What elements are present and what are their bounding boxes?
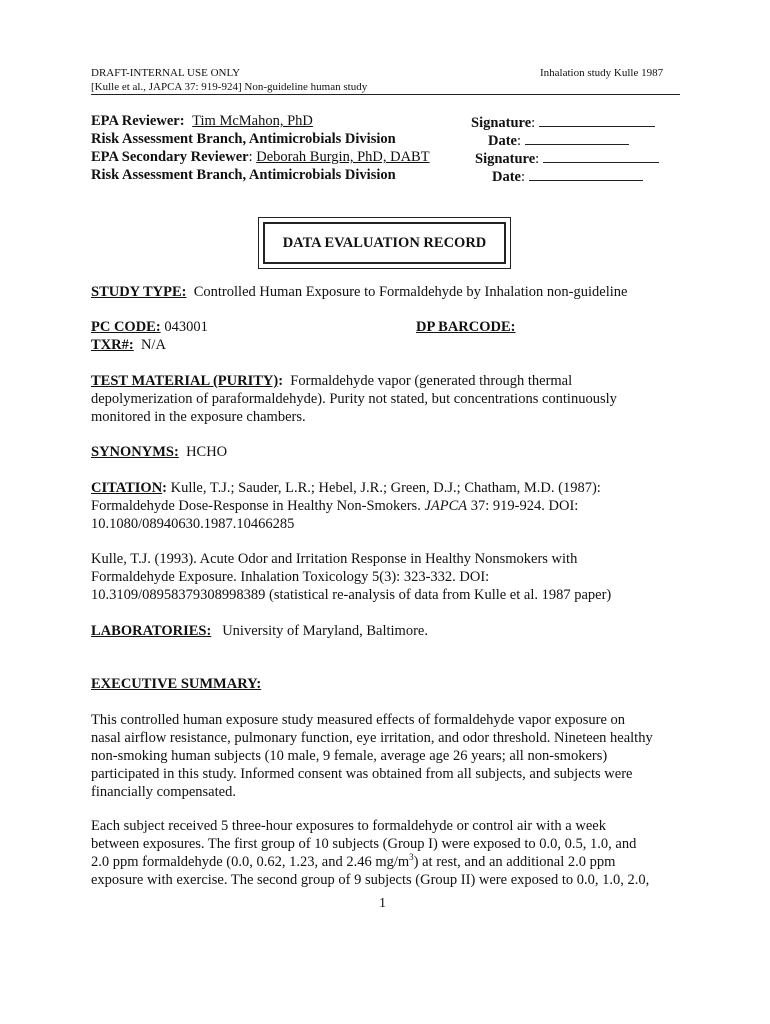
citation2-line-3: 10.3109/08958379308998389 (statistical re-analysis of data from Kulle et al. 1987 paper) bbox=[91, 587, 612, 603]
date-field-2: Date: bbox=[492, 166, 643, 186]
laboratories-label: LABORATORIES: bbox=[91, 623, 212, 639]
primary-reviewer-label: EPA Reviewer: bbox=[91, 113, 185, 129]
summary-p2-line-4: exposure with exercise. The second group of 9 subjects (Group II) were exposed to 0.0, 1.0, 2.0, bbox=[91, 872, 650, 888]
synonyms-label: SYNONYMS: bbox=[91, 444, 179, 460]
summary-p1-line-3: non-smoking human subjects (10 male, 9 female, average age 26 years; all non-smokers) bbox=[91, 748, 608, 764]
summary-p1-line-2: nasal airflow resistance, pulmonary function, eye irritation, and odor threshold. Nineteen healthy bbox=[91, 730, 653, 746]
txr-row bbox=[91, 336, 691, 354]
secondary-reviewer-row: EPA Secondary Reviewer: Deborah Burgin, PhD, DABT bbox=[91, 148, 440, 166]
record-title: DATA EVALUATION RECORD bbox=[263, 222, 506, 264]
citation2-line-2: Formaldehyde Exposure. Inhalation Toxicology 5(3): 323-332. DOI: bbox=[91, 569, 490, 585]
date-field-1: Date: bbox=[488, 130, 629, 150]
pc-code-label: PC CODE: bbox=[91, 319, 161, 335]
citation2-line-1: Kulle, T.J. (1993). Acute Odor and Irritation Response in Healthy Nonsmokers with bbox=[91, 551, 578, 567]
page-number: 1 bbox=[379, 896, 386, 911]
executive-summary-heading: EXECUTIVE SUMMARY: bbox=[91, 676, 262, 692]
summary-dose-text: 2.0 ppm formaldehyde (0.0, 0.62, 1.23, and 2.46 mg/m bbox=[91, 854, 410, 870]
secondary-reviewer-label: EPA Secondary Reviewer bbox=[91, 149, 249, 165]
header-study-title: Inhalation study Kulle 1987 bbox=[540, 67, 664, 79]
signature-label: Signature bbox=[471, 115, 532, 131]
summary-dose-text-end: ) at rest, and an additional 2.0 ppm bbox=[413, 854, 616, 870]
superscript-cubed: 3 bbox=[409, 852, 414, 863]
dp-barcode-label: DP BARCODE: bbox=[416, 319, 516, 335]
record-title-box bbox=[258, 217, 511, 269]
test-material-line-2: depolymerization of paraformaldehyde). Purity not stated, but concentrations continuously bbox=[91, 391, 617, 407]
summary-p2-line-2: between exposures. The first group of 10 subjects (Group I) were exposed to 0.0, 0.5, 1.0, and bbox=[91, 836, 637, 852]
synonyms-row bbox=[91, 443, 691, 461]
summary-p1-line-1: This controlled human exposure study measured effects of formaldehyde vapor exposure on bbox=[91, 712, 626, 728]
study-type-value: Controlled Human Exposure to Formaldehyde by Inhalation non-guideline bbox=[193, 284, 628, 300]
citation-line-2 bbox=[91, 497, 691, 515]
header-divider bbox=[91, 94, 680, 95]
signature-field-2: Signature: bbox=[475, 148, 659, 168]
laboratories-value: University of Maryland, Baltimore. bbox=[222, 623, 428, 639]
test-material-label: TEST MATERIAL (PURITY) bbox=[91, 373, 279, 389]
citation-journal: JAPCA bbox=[424, 498, 468, 514]
test-material-line-3: monitored in the exposure chambers. bbox=[91, 409, 306, 425]
date-line bbox=[529, 166, 643, 181]
primary-reviewer-name: Tim McMahon, PhD bbox=[192, 113, 313, 129]
study-type-label: STUDY TYPE: bbox=[91, 284, 187, 300]
date-line bbox=[525, 130, 629, 145]
citation-title: Formaldehyde Dose-Response in Healthy Non-Smokers. bbox=[91, 498, 425, 514]
pc-code-row bbox=[91, 318, 691, 336]
secondary-reviewer-branch: Risk Assessment Branch, Antimicrobials Division bbox=[91, 167, 396, 183]
citation-doi: 10.1080/08940630.1987.10466285 bbox=[91, 516, 295, 532]
citation-label: CITATION bbox=[91, 480, 163, 496]
signature-label: Signature bbox=[475, 151, 536, 167]
date-label: Date bbox=[492, 169, 521, 185]
citation-line-1: CITATION: Kulle, T.J.; Sauder, L.R.; Hebel, J.R.; Green, D.J.; Chatham, M.D. (1987): bbox=[91, 480, 601, 496]
header-draft-label: DRAFT-INTERNAL USE ONLY bbox=[91, 67, 241, 79]
signature-field-1: Signature: bbox=[471, 112, 655, 132]
summary-p1-line-4: participated in this study. Informed consent was obtained from all subjects, and subjects were bbox=[91, 766, 633, 782]
summary-p1-line-5: financially compensated. bbox=[91, 784, 236, 800]
summary-p2-line-1: Each subject received 5 three-hour exposures to formaldehyde or control air with a week bbox=[91, 818, 606, 834]
txr-value: N/A bbox=[140, 337, 166, 353]
date-label: Date bbox=[488, 133, 517, 149]
signature-line bbox=[543, 148, 659, 163]
signature-line bbox=[539, 112, 655, 127]
citation-volume: 37: 919-924. DOI: bbox=[467, 498, 579, 514]
laboratories-row bbox=[91, 622, 691, 640]
synonyms-value: HCHO bbox=[186, 444, 228, 460]
pc-code-value: 043001 bbox=[164, 319, 208, 335]
summary-p2-line-3 bbox=[91, 853, 691, 871]
txr-label: TXR#: bbox=[91, 337, 134, 353]
primary-reviewer-branch: Risk Assessment Branch, Antimicrobials Division bbox=[91, 131, 396, 147]
header-study-reference: [Kulle et al., JAPCA 37: 919-924] Non-guideline human study bbox=[91, 81, 368, 93]
test-material-text: Formaldehyde vapor (generated through thermal bbox=[290, 373, 573, 389]
citation-text: Kulle, T.J.; Sauder, L.R.; Hebel, J.R.; Green, D.J.; Chatham, M.D. (1987): bbox=[170, 480, 601, 496]
secondary-reviewer-name: Deborah Burgin, PhD, DABT bbox=[256, 149, 430, 165]
test-material-line-1: TEST MATERIAL (PURITY): Formaldehyde vapor (generated through thermal bbox=[91, 373, 573, 389]
primary-reviewer-row bbox=[91, 112, 327, 130]
study-type-row bbox=[91, 283, 691, 301]
